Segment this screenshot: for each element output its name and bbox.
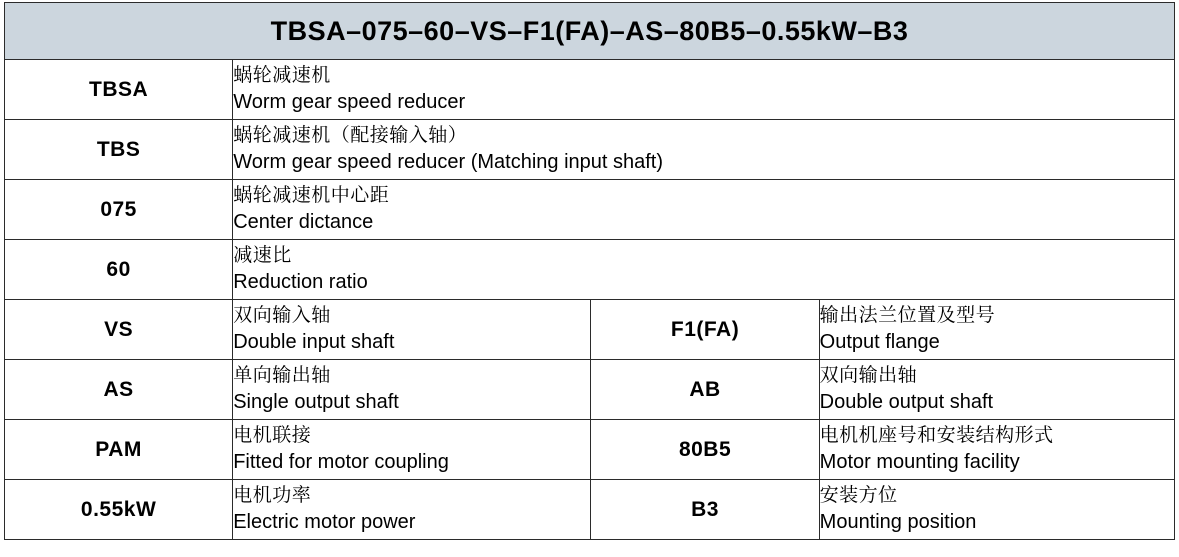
row-description-en: Single output shaft <box>233 390 399 413</box>
row-description-secondary-en: Motor mounting facility <box>819 450 1020 473</box>
table-row <box>5 360 1175 420</box>
row-description-secondary <box>819 360 1174 420</box>
row-description-en: Double input shaft <box>233 330 395 353</box>
row-code-secondary: AB <box>591 360 819 420</box>
row-code: TBS <box>5 120 233 180</box>
row-description-cn: 蜗轮减速机 <box>233 65 331 87</box>
row-description-en: Fitted for motor coupling <box>233 450 449 473</box>
row-code: 075 <box>5 180 233 240</box>
table-row <box>5 420 1175 480</box>
row-description-secondary-cn: 安装方位 <box>819 485 898 507</box>
row-description-secondary <box>819 480 1174 540</box>
row-code: 60 <box>5 240 233 300</box>
row-description-cn: 双向输入轴 <box>233 305 331 327</box>
row-description <box>233 240 1175 300</box>
row-description-en: Worm gear speed reducer <box>233 90 466 113</box>
row-description <box>233 180 1175 240</box>
table-body <box>5 3 1175 540</box>
row-description-cn: 电机功率 <box>233 485 312 507</box>
row-description-secondary <box>819 300 1174 360</box>
row-description-en: Center dictance <box>233 210 374 233</box>
row-description-en: Worm gear speed reducer (Matching input shaft) <box>233 150 664 173</box>
row-code: PAM <box>5 420 233 480</box>
row-code: TBSA <box>5 60 233 120</box>
table-row <box>5 120 1175 180</box>
row-code-secondary: F1(FA) <box>591 300 819 360</box>
table-row <box>5 240 1175 300</box>
page-title: TBSA–075–60–VS–F1(FA)–AS–80B5–0.55kW–B3 <box>5 3 1175 60</box>
table-row <box>5 180 1175 240</box>
row-description-secondary-en: Mounting position <box>819 510 977 533</box>
row-description <box>233 60 1175 120</box>
row-description <box>233 360 591 420</box>
row-description-en: Electric motor power <box>233 510 416 533</box>
row-code: 0.55kW <box>5 480 233 540</box>
row-description-secondary-en: Double output shaft <box>819 390 994 413</box>
row-description-secondary-cn: 电机机座号和安装结构形式 <box>819 425 1054 447</box>
row-description-secondary <box>819 420 1174 480</box>
row-description-cn: 减速比 <box>233 245 292 267</box>
row-description <box>233 480 591 540</box>
row-description-cn: 蜗轮减速机中心距 <box>233 185 390 207</box>
table-title-row <box>5 3 1175 60</box>
model-code-table <box>4 2 1175 540</box>
row-description <box>233 300 591 360</box>
row-code: AS <box>5 360 233 420</box>
row-description-secondary-en: Output flange <box>819 330 940 353</box>
row-description-en: Reduction ratio <box>233 270 368 293</box>
table-row <box>5 480 1175 540</box>
row-description-secondary-cn: 输出法兰位置及型号 <box>819 305 996 327</box>
table-row <box>5 300 1175 360</box>
row-description-cn: 电机联接 <box>233 425 312 447</box>
row-code-secondary: B3 <box>591 480 819 540</box>
row-description-cn: 单向输出轴 <box>233 365 331 387</box>
table-row <box>5 60 1175 120</box>
row-description <box>233 120 1175 180</box>
row-description-cn: 蜗轮减速机（配接输入轴） <box>233 125 468 147</box>
row-description <box>233 420 591 480</box>
row-code-secondary: 80B5 <box>591 420 819 480</box>
row-description-secondary-cn: 双向输出轴 <box>819 365 918 387</box>
row-code: VS <box>5 300 233 360</box>
